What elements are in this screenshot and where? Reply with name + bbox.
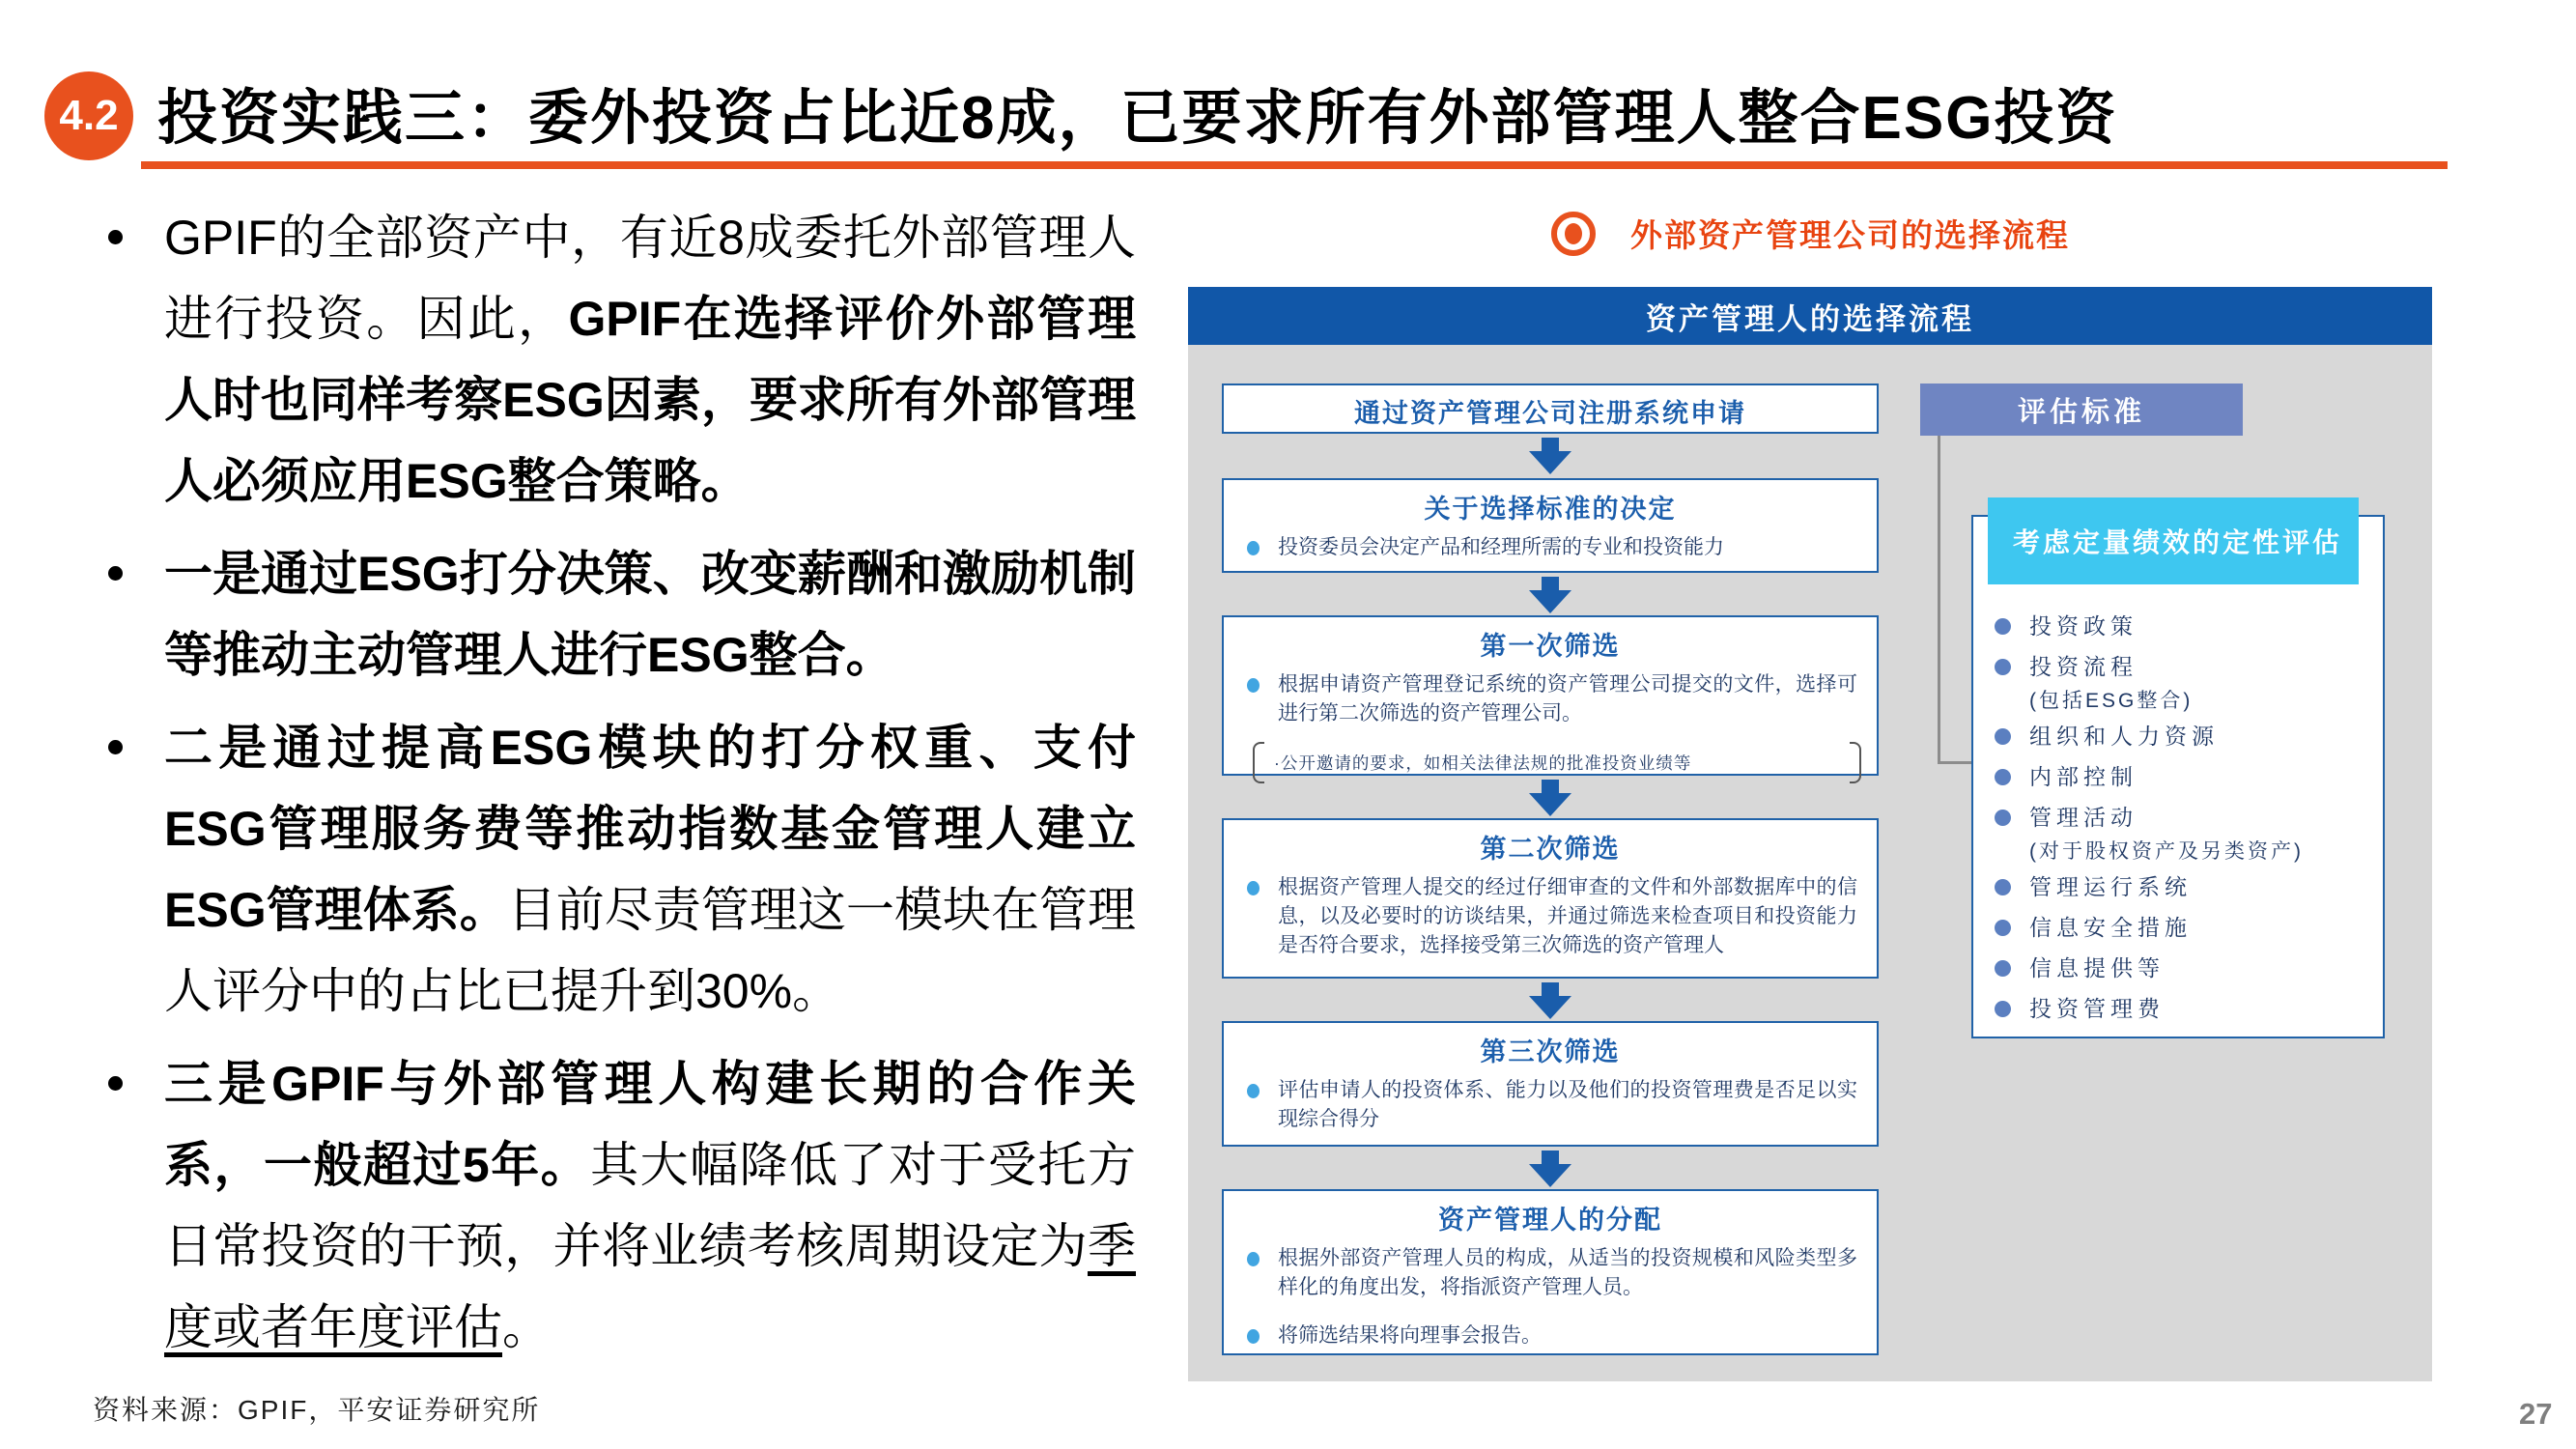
flow-step-note-text: ·公开邀请的要求，如相关法律法规的批准投资业绩等 <box>1274 753 1692 773</box>
flow-step-detail: 将筛选结果将向理事会报告。 <box>1247 1321 1857 1350</box>
bullet-paragraph-2 <box>93 533 1136 696</box>
bullet-4-bold: 三是GPIF与外部管理人构建长期的合作关系，一般超过5年。 <box>164 1057 1136 1192</box>
evaluation-criteria-header: 考虑定量绩效的定性评估 <box>1988 497 2359 584</box>
bullet-paragraph-4 <box>93 1043 1136 1368</box>
flow-step-title: 通过资产管理公司注册系统申请 <box>1354 399 1746 428</box>
flow-step-criteria-decision <box>1222 478 1879 573</box>
list-item: 投资管理费 <box>1995 988 2379 1029</box>
figure-caption <box>1551 211 2070 256</box>
flowchart-banner: 资产管理人的选择流程 <box>1188 287 2432 345</box>
flow-step-first-screening <box>1222 615 1879 776</box>
list-item: 管理活动 <box>1995 797 2379 838</box>
flow-step-manager-allocation <box>1222 1189 1879 1355</box>
bullet-3-bold: 二是通过提高ESG模块的打分权重、支付ESG管理服务费等推动指数基金管理人建立ESG管理体系。 <box>164 721 1136 937</box>
left-bracket-icon <box>1253 742 1264 783</box>
connector-line-vertical <box>1938 436 1940 764</box>
list-item-sub: (对于股权资产及另类资产) <box>2029 840 2304 863</box>
section-number: 4.2 <box>59 92 119 139</box>
flow-step-detail: 评估申请人的投资体系、能力以及他们的投资管理费是否足以实现综合得分 <box>1247 1076 1857 1134</box>
flow-step-title: 第三次筛选 <box>1480 1037 1621 1066</box>
flow-step-title: 第二次筛选 <box>1480 835 1621 864</box>
list-item: 投资流程 <box>1995 646 2379 687</box>
bullet-3-regular: 目前尽责管理这一模块在管理人评分中的占比已提升到30%。 <box>164 883 1137 1018</box>
evaluation-criteria-label: 评估标准 <box>1920 384 2243 436</box>
flow-step-title: 关于选择标准的决定 <box>1424 495 1677 524</box>
down-arrow-icon <box>1529 780 1571 816</box>
flow-step-detail: 根据外部资产管理人员的构成，从适当的投资规模和风险类型多样化的角度出发，将指派资产管理人员。 <box>1247 1244 1857 1302</box>
evaluation-criteria-list <box>1995 606 2379 1029</box>
bullet-4-period: 。 <box>502 1300 551 1354</box>
flow-step-third-screening <box>1222 1021 1879 1147</box>
list-item: 信息提供等 <box>1995 948 2379 988</box>
bullet-4-regular: 其大幅降低了对于受托方日常投资的干预，并将业绩考核周期设定为 <box>164 1138 1137 1273</box>
bullet-paragraph-3 <box>93 707 1136 1032</box>
bullet-2-bold: 一是通过ESG打分决策、改变薪酬和激励机制等推动主动管理人进行ESG整合。 <box>164 547 1136 682</box>
list-item: 管理运行系统 <box>1995 867 2379 907</box>
page-number: 27 <box>2519 1397 2553 1431</box>
flow-step-second-screening <box>1222 818 1879 979</box>
down-arrow-icon <box>1529 438 1571 474</box>
bullet-1-bold: GPIF在选择评价外部管理人时也同样考察ESG因素，要求所有外部管理人必须应用ESG整合策略。 <box>164 292 1136 508</box>
bullet-4-underlined: 季度或者年度评估 <box>164 1219 1136 1354</box>
list-item: 投资政策 <box>1995 606 2379 646</box>
target-bullet-icon <box>1551 212 1596 256</box>
list-item-sub: (包括ESG整合) <box>2029 690 2194 712</box>
flow-step-application <box>1222 384 1879 434</box>
title-underline <box>141 161 2448 169</box>
flow-step-title: 第一次筛选 <box>1480 632 1621 661</box>
page-title: 投资实践三：委外投资占比近8成，已要求所有外部管理人整合ESG投资 <box>157 85 2118 152</box>
down-arrow-icon <box>1529 982 1571 1019</box>
down-arrow-icon <box>1529 1151 1571 1187</box>
flow-step-title: 资产管理人的分配 <box>1438 1206 1662 1235</box>
list-item: 信息安全措施 <box>1995 907 2379 948</box>
right-bracket-icon <box>1850 742 1861 783</box>
source-note: 资料来源：GPIF，平安证券研究所 <box>93 1395 541 1425</box>
bullet-paragraph-1 <box>93 197 1136 522</box>
section-number-badge <box>44 71 133 160</box>
flow-step-detail: 投资委员会决定产品和经理所需的专业和投资能力 <box>1247 533 1857 562</box>
flow-step-note <box>1253 742 1861 783</box>
flowchart-panel <box>1188 287 2432 1381</box>
connector-line-horizontal <box>1938 761 1974 764</box>
figure-caption-text: 外部资产管理公司的选择流程 <box>1630 217 2070 253</box>
flow-step-detail: 根据资产管理人提交的经过仔细审查的文件和外部数据库中的信息，以及必要时的访谈结果，并通过筛选来检查项目和投资能力是否符合要求，选择接受第三次筛选的资产管理人 <box>1247 873 1857 960</box>
down-arrow-icon <box>1529 577 1571 613</box>
bullet-1-regular: GPIF的全部资产中，有近8成委托外部管理人进行投资。因此， <box>164 211 1136 346</box>
list-item: 内部控制 <box>1995 756 2379 797</box>
left-text-column <box>93 197 1136 1379</box>
list-item: 组织和人力资源 <box>1995 716 2379 756</box>
flow-step-detail: 根据申请资产管理登记系统的资产管理公司提交的文件，选择可进行第二次筛选的资产管理公司。 <box>1247 670 1857 728</box>
